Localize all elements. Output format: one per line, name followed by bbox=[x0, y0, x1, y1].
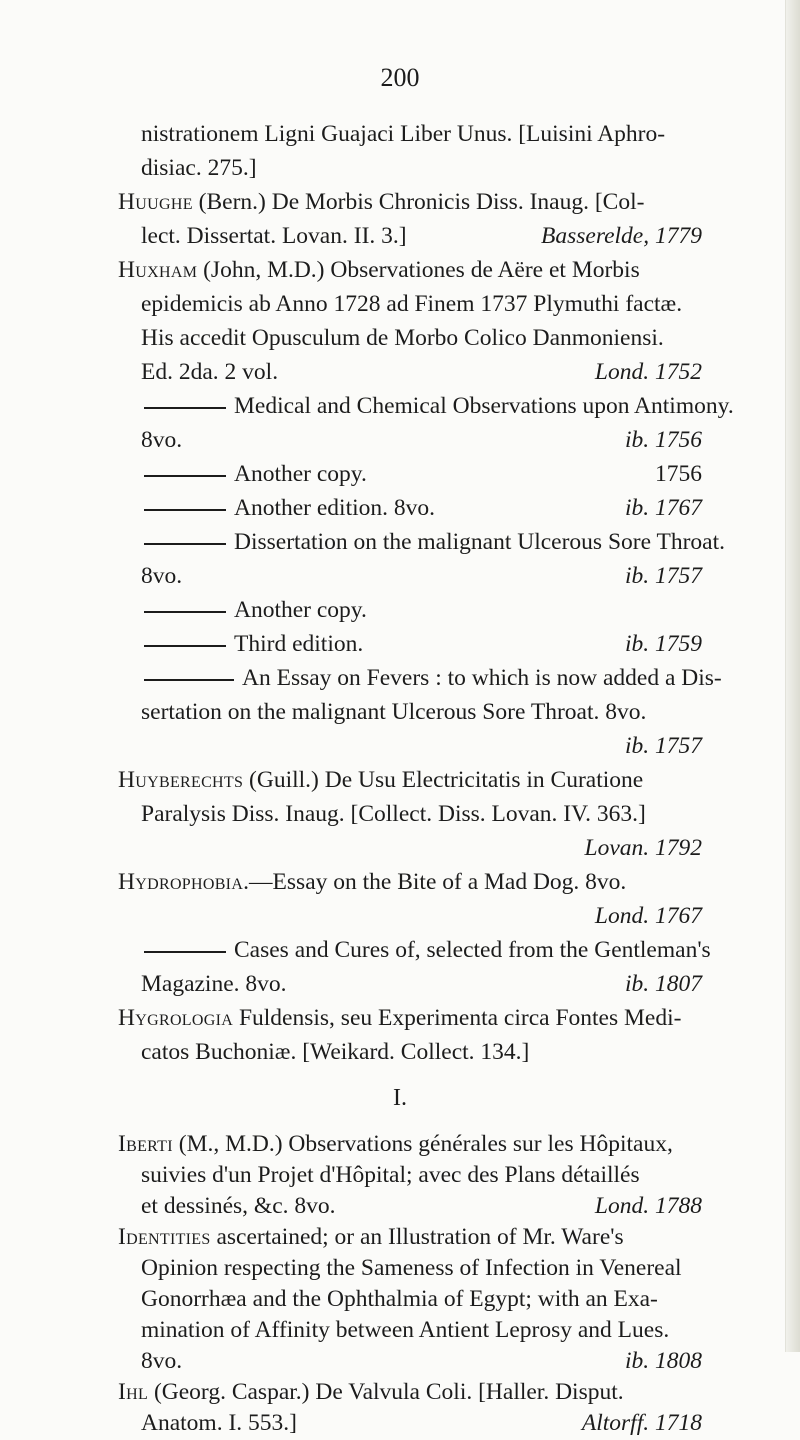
page-number: 200 bbox=[380, 63, 420, 92]
entry-line: nistrationem Ligni Guajaci Liber Unus. [Luisini Aphro- bbox=[141, 121, 666, 147]
entry-line: His accedit Opusculum de Morbo Colico Danmoniensi. bbox=[141, 325, 664, 351]
imprint: Lond. 1788 bbox=[594, 1193, 702, 1219]
entry-line: Cases and Cures of, selected from the Gentleman's bbox=[141, 933, 702, 967]
entry-line: Hydrophobia.—Essay on the Bite of a Mad Dog. 8vo. bbox=[118, 869, 627, 895]
imprint: ib. 1759 bbox=[624, 631, 702, 657]
imprint: ib. 1757 bbox=[624, 733, 702, 759]
entry-heading: Huughe bbox=[118, 189, 193, 215]
entry-line: Paralysis Diss. Inaug. [Collect. Diss. Lovan. IV. 363.] bbox=[141, 801, 646, 827]
ditto-dash bbox=[144, 475, 226, 477]
entry-line bbox=[141, 729, 702, 763]
ditto-dash bbox=[144, 645, 226, 647]
imprint: ib. 1767 bbox=[624, 495, 702, 521]
imprint: ib. 1807 bbox=[624, 971, 702, 997]
entry-line: Anatom. I. 553.] Altorff. 1718 bbox=[141, 1406, 702, 1440]
entry-line: Ed. 2da. 2 vol. Lond. 1752 bbox=[141, 355, 702, 389]
imprint: Lond. 1752 bbox=[594, 359, 702, 385]
entry-line: mination of Affinity between Antient Leprosy and Lues. bbox=[141, 1317, 670, 1343]
entry-line: sertation on the malignant Ulcerous Sore Throat. 8vo. bbox=[141, 699, 647, 725]
entry-heading: Hygrologia bbox=[118, 1005, 234, 1031]
entry-line: 8vo. ib. 1808 bbox=[141, 1344, 702, 1378]
entry-line: Another copy. bbox=[141, 593, 702, 627]
entry-line: 8vo. ib. 1757 bbox=[141, 559, 702, 593]
entry-line: Identities ascertained; or an Illustration of Mr. Ware's bbox=[118, 1224, 624, 1250]
entry-line: Gonorrhæa and the Ophthalmia of Egypt; with an Exa- bbox=[141, 1286, 658, 1312]
entry-line: epidemicis ab Anno 1728 ad Finem 1737 Plymuthi factæ. bbox=[141, 291, 683, 317]
entry-line: Opinion respecting the Sameness of Infection in Venereal bbox=[141, 1255, 682, 1281]
imprint: ib. 1757 bbox=[624, 563, 702, 589]
entry-line: 8vo. ib. 1756 bbox=[141, 423, 702, 457]
imprint: ib. 1756 bbox=[624, 427, 702, 453]
page-edge bbox=[785, 0, 800, 1352]
imprint: ib. 1808 bbox=[624, 1348, 702, 1374]
entry-line: suivies d'un Projet d'Hôpital; avec des Plans détaillés bbox=[141, 1162, 640, 1188]
entry-line: Iberti (M., M.D.) Observations générales sur les Hôpitaux, bbox=[118, 1131, 673, 1157]
ditto-dash bbox=[144, 543, 226, 545]
entry-line: Magazine. 8vo. ib. 1807 bbox=[141, 967, 702, 1001]
section-heading: I. bbox=[393, 1085, 407, 1111]
entry-line: Huughe (Bern.) De Morbis Chronicis Diss. Inaug. [Col- bbox=[118, 189, 645, 215]
entry-line: Third edition. ib. 1759 bbox=[141, 627, 702, 661]
entry-line: et dessinés, &c. 8vo. Lond. 1788 bbox=[141, 1189, 702, 1223]
imprint: Basserelde, 1779 bbox=[541, 223, 702, 249]
entry-line: Ihl (Georg. Caspar.) De Valvula Coli. [Haller. Disput. bbox=[118, 1379, 624, 1405]
entry-line: Huyberechts (Guill.) De Usu Electricitatis in Curatione bbox=[118, 767, 644, 793]
entry-heading: Ihl bbox=[118, 1379, 149, 1405]
entry-line: Another edition. 8vo. ib. 1767 bbox=[141, 491, 702, 525]
ditto-dash bbox=[144, 951, 226, 953]
ditto-dash bbox=[144, 407, 226, 409]
entry-line: Dissertation on the malignant Ulcerous Sore Throat. bbox=[141, 525, 702, 559]
entry-heading: Huyberechts bbox=[118, 767, 244, 793]
entry-line: Another copy. 1756 bbox=[141, 457, 702, 491]
entry-line: disiac. 275.] bbox=[141, 155, 257, 181]
ditto-dash bbox=[144, 679, 234, 681]
entry-line: lect. Dissertat. Lovan. II. 3.] Basserelde, 1779 bbox=[141, 219, 702, 253]
imprint: 1756 bbox=[655, 461, 702, 487]
imprint: Altorff. 1718 bbox=[581, 1410, 702, 1436]
entry-heading: Huxham bbox=[118, 257, 198, 283]
entry-line: Medical and Chemical Observations upon Antimony. bbox=[141, 389, 702, 423]
imprint: Lond. 1767 bbox=[594, 903, 702, 929]
imprint: Lovan. 1792 bbox=[584, 835, 702, 861]
ditto-dash bbox=[144, 509, 226, 511]
entry-line: An Essay on Fevers : to which is now added a Dis- bbox=[141, 661, 702, 695]
entry-line: catos Buchoniæ. [Weikard. Collect. 134.] bbox=[141, 1039, 530, 1065]
entry-heading: Hydrophobia bbox=[118, 869, 244, 895]
ditto-dash bbox=[144, 611, 226, 613]
entry-heading: Iberti bbox=[118, 1131, 173, 1157]
entry-heading: Identities bbox=[118, 1224, 211, 1250]
entry-line: Huxham (John, M.D.) Observationes de Aëre et Morbis bbox=[118, 257, 640, 283]
entry-line bbox=[141, 899, 702, 933]
entry-line bbox=[141, 831, 702, 865]
entry-line: Hygrologia Fuldensis, seu Experimenta circa Fontes Medi- bbox=[118, 1005, 682, 1031]
